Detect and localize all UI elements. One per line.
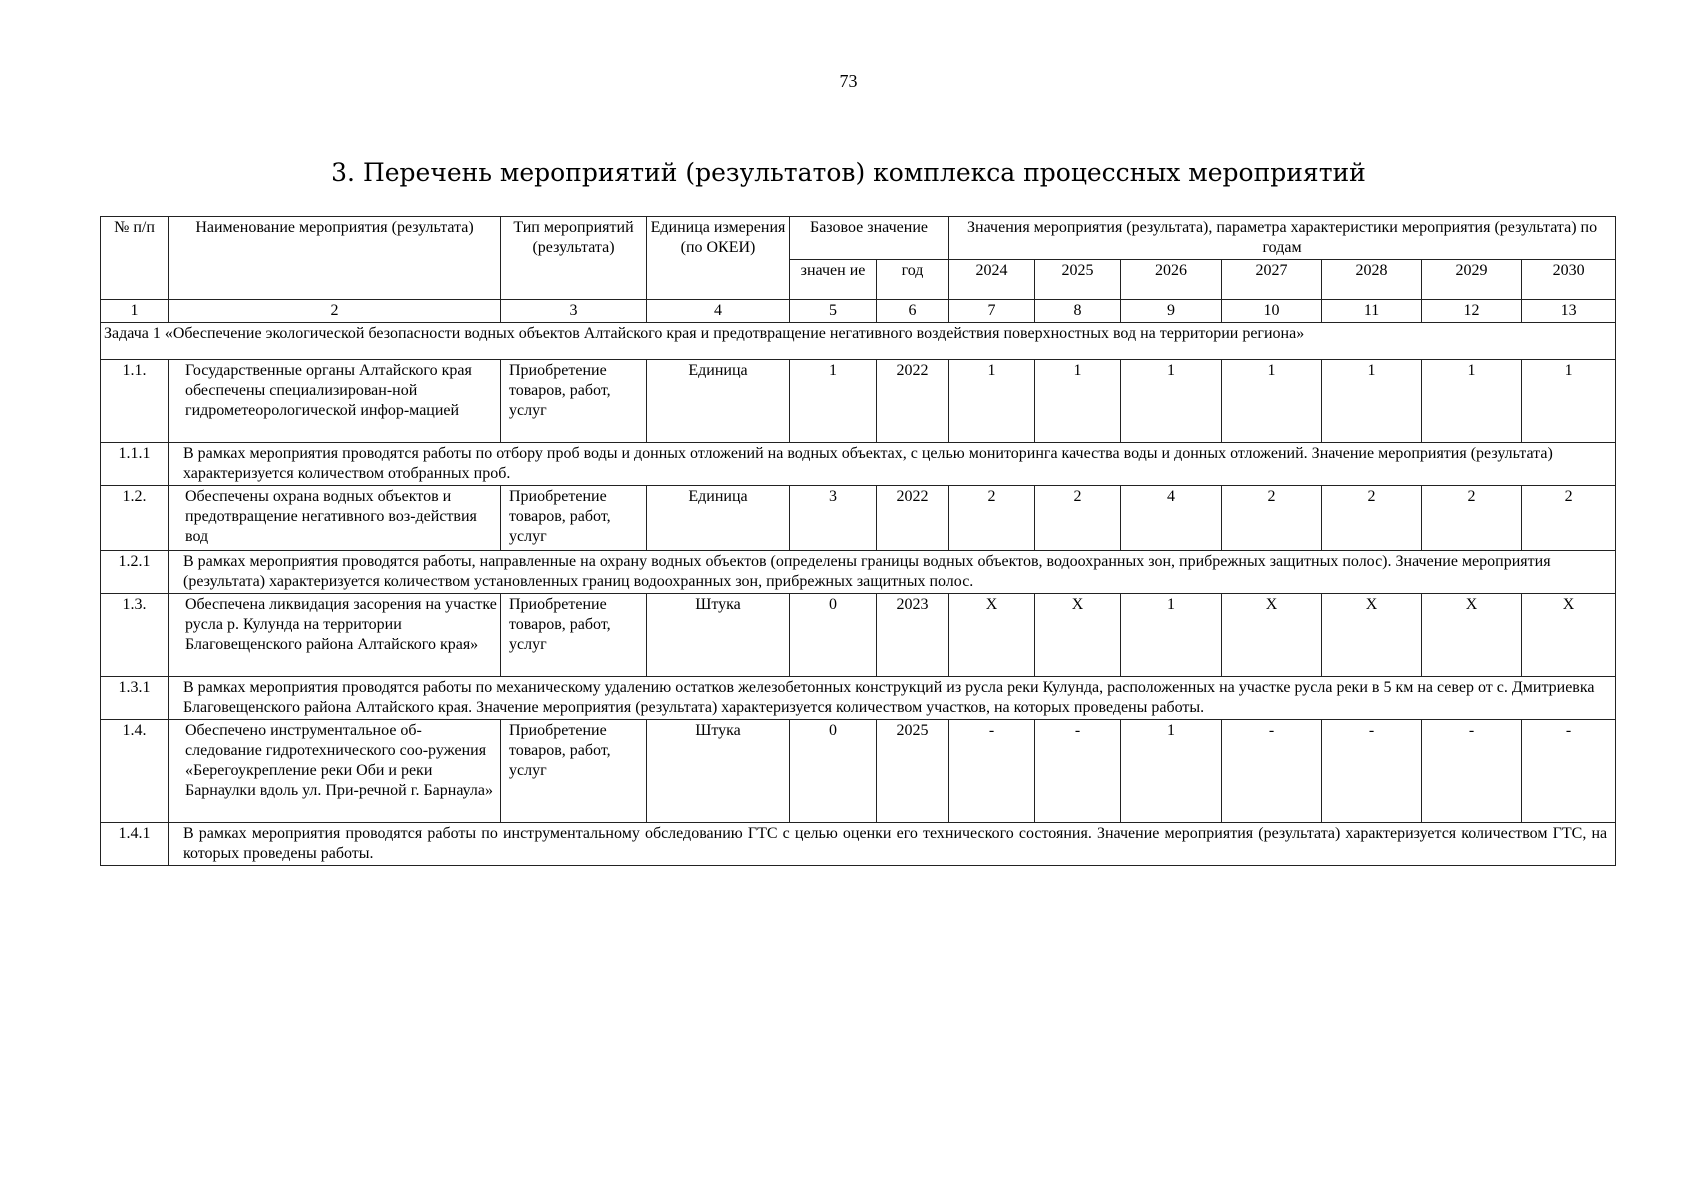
column-number: 6 — [877, 300, 949, 323]
row-value: 1 — [1121, 360, 1222, 443]
row-type: Приобретение товаров, работ, услуг — [501, 360, 647, 443]
description-num: 1.4.1 — [101, 823, 169, 866]
column-number: 12 — [1422, 300, 1522, 323]
row-value: - — [1422, 720, 1522, 823]
row-base-value: 1 — [790, 360, 877, 443]
row-num: 1.4. — [101, 720, 169, 823]
description-num: 1.1.1 — [101, 443, 169, 486]
header-base-year: год — [877, 260, 949, 300]
header-year: 2026 — [1121, 260, 1222, 300]
header-year: 2027 — [1222, 260, 1322, 300]
column-number: 5 — [790, 300, 877, 323]
header-unit: Единица измерения (по ОКЕИ) — [647, 217, 790, 300]
description-row — [101, 823, 1616, 866]
column-number: 9 — [1121, 300, 1222, 323]
row-base-value: 0 — [790, 594, 877, 677]
column-number: 1 — [101, 300, 169, 323]
description-num: 1.3.1 — [101, 677, 169, 720]
header-num: № п/п — [101, 217, 169, 300]
table-row — [101, 720, 1616, 823]
description-row — [101, 551, 1616, 594]
header-year: 2024 — [949, 260, 1035, 300]
row-value: 2 — [1035, 486, 1121, 551]
row-base-value: 3 — [790, 486, 877, 551]
header-base: Базовое значение — [790, 217, 949, 260]
header-base-value: значен ие — [790, 260, 877, 300]
table-row — [101, 360, 1616, 443]
row-value: - — [1522, 720, 1616, 823]
row-value: 4 — [1121, 486, 1222, 551]
row-name: Обеспечена ликвидация засорения на участке русла р. Кулунда на территории Благовещенского района Алтайского края» — [169, 594, 501, 677]
header-year: 2025 — [1035, 260, 1121, 300]
column-number: 10 — [1222, 300, 1322, 323]
row-value: 2 — [1322, 486, 1422, 551]
row-base-year: 2025 — [877, 720, 949, 823]
task-row — [101, 323, 1616, 360]
row-value: - — [949, 720, 1035, 823]
row-value: 2 — [949, 486, 1035, 551]
task-title: Задача 1 «Обеспечение экологической безопасности водных объектов Алтайского края и предотвращение негативного воздействия поверхностных вод на территории региона» — [101, 323, 1616, 360]
row-value: - — [1035, 720, 1121, 823]
column-number: 4 — [647, 300, 790, 323]
row-value: Х — [949, 594, 1035, 677]
column-number: 11 — [1322, 300, 1422, 323]
row-unit: Штука — [647, 594, 790, 677]
row-value: 1 — [1422, 360, 1522, 443]
header-year: 2029 — [1422, 260, 1522, 300]
row-value: 1 — [1121, 594, 1222, 677]
description-num: 1.2.1 — [101, 551, 169, 594]
table-row — [101, 486, 1616, 551]
row-unit: Единица — [647, 360, 790, 443]
header-name: Наименование мероприятия (результата) — [169, 217, 501, 300]
row-type: Приобретение товаров, работ, услуг — [501, 594, 647, 677]
row-type: Приобретение товаров, работ, услуг — [501, 720, 647, 823]
description-text: В рамках мероприятия проводятся работы по инструментальному обследованию ГТС с целью оценки его технического состояния. Значение мероприятия (результата) характеризуется количеством ГТС, на которых проведены работы. — [169, 823, 1616, 866]
description-text: В рамках мероприятия проводятся работы, направленные на охрану водных объектов (определены границы водных объектов, водоохранных зон, прибрежных защитных полос). Значение мероприятия (результата) характеризуется количеством установленных границ водоохранных зон, прибрежных защитных полос. — [169, 551, 1616, 594]
description-row — [101, 677, 1616, 720]
description-text: В рамках мероприятия проводятся работы по механическому удалению остатков железобетонных конструкций из русла реки Кулунда, расположенных на участке русла реки в 5 км на север от с. Дмитриевка Благовещенского района Алтайского края. Значение мероприятия (результата) характеризуется количеством участков, на которых проведены работы. — [169, 677, 1616, 720]
document-title: 3. Перечень мероприятий (результатов) комплекса процессных мероприятий — [331, 158, 1366, 187]
row-value: 1 — [949, 360, 1035, 443]
row-value: - — [1322, 720, 1422, 823]
row-base-year: 2022 — [877, 360, 949, 443]
row-name: Обеспечено инструментальное об-следование гидротехнического соо-ружения «Берегоукрепление реки Оби и реки Барнаулки вдоль ул. При-речной г. Барнаула» — [169, 720, 501, 823]
header-type: Тип мероприятий (результата) — [501, 217, 647, 300]
row-value: Х — [1522, 594, 1616, 677]
measures-table — [100, 216, 1616, 866]
header-year: 2030 — [1522, 260, 1616, 300]
table-row — [101, 594, 1616, 677]
header-year: 2028 — [1322, 260, 1422, 300]
row-unit: Штука — [647, 720, 790, 823]
row-value: 1 — [1222, 360, 1322, 443]
column-number: 2 — [169, 300, 501, 323]
row-value: 1 — [1522, 360, 1616, 443]
column-number: 13 — [1522, 300, 1616, 323]
row-num: 1.2. — [101, 486, 169, 551]
row-name: Государственные органы Алтайского края обеспечены специализирован-ной гидрометеорологической инфор-мацией — [169, 360, 501, 443]
row-value: 1 — [1035, 360, 1121, 443]
column-number: 3 — [501, 300, 647, 323]
row-value: Х — [1322, 594, 1422, 677]
row-base-year: 2022 — [877, 486, 949, 551]
row-base-value: 0 — [790, 720, 877, 823]
row-value: 2 — [1522, 486, 1616, 551]
row-num: 1.3. — [101, 594, 169, 677]
row-value: Х — [1222, 594, 1322, 677]
row-value: 2 — [1422, 486, 1522, 551]
row-value: Х — [1422, 594, 1522, 677]
description-text: В рамках мероприятия проводятся работы по отбору проб воды и донных отложений на водных объектах, с целью мониторинга качества воды и донных отложений. Значение мероприятия (результата) характеризуется количеством отобранных проб. — [169, 443, 1616, 486]
header-values-title: Значения мероприятия (результата), параметра характеристики мероприятия (результата) по годам — [949, 217, 1616, 260]
table-body — [101, 323, 1616, 866]
row-base-year: 2023 — [877, 594, 949, 677]
row-value: Х — [1035, 594, 1121, 677]
row-value: 2 — [1222, 486, 1322, 551]
row-value: 1 — [1121, 720, 1222, 823]
row-name: Обеспечены охрана водных объектов и предотвращение негативного воз-действия вод — [169, 486, 501, 551]
row-value: - — [1222, 720, 1322, 823]
column-number: 7 — [949, 300, 1035, 323]
page-number: 73 — [839, 71, 858, 91]
column-number: 8 — [1035, 300, 1121, 323]
row-num: 1.1. — [101, 360, 169, 443]
row-unit: Единица — [647, 486, 790, 551]
table-header — [101, 217, 1616, 323]
description-row — [101, 443, 1616, 486]
column-number-row — [101, 300, 1616, 323]
row-type: Приобретение товаров, работ, услуг — [501, 486, 647, 551]
row-value: 1 — [1322, 360, 1422, 443]
